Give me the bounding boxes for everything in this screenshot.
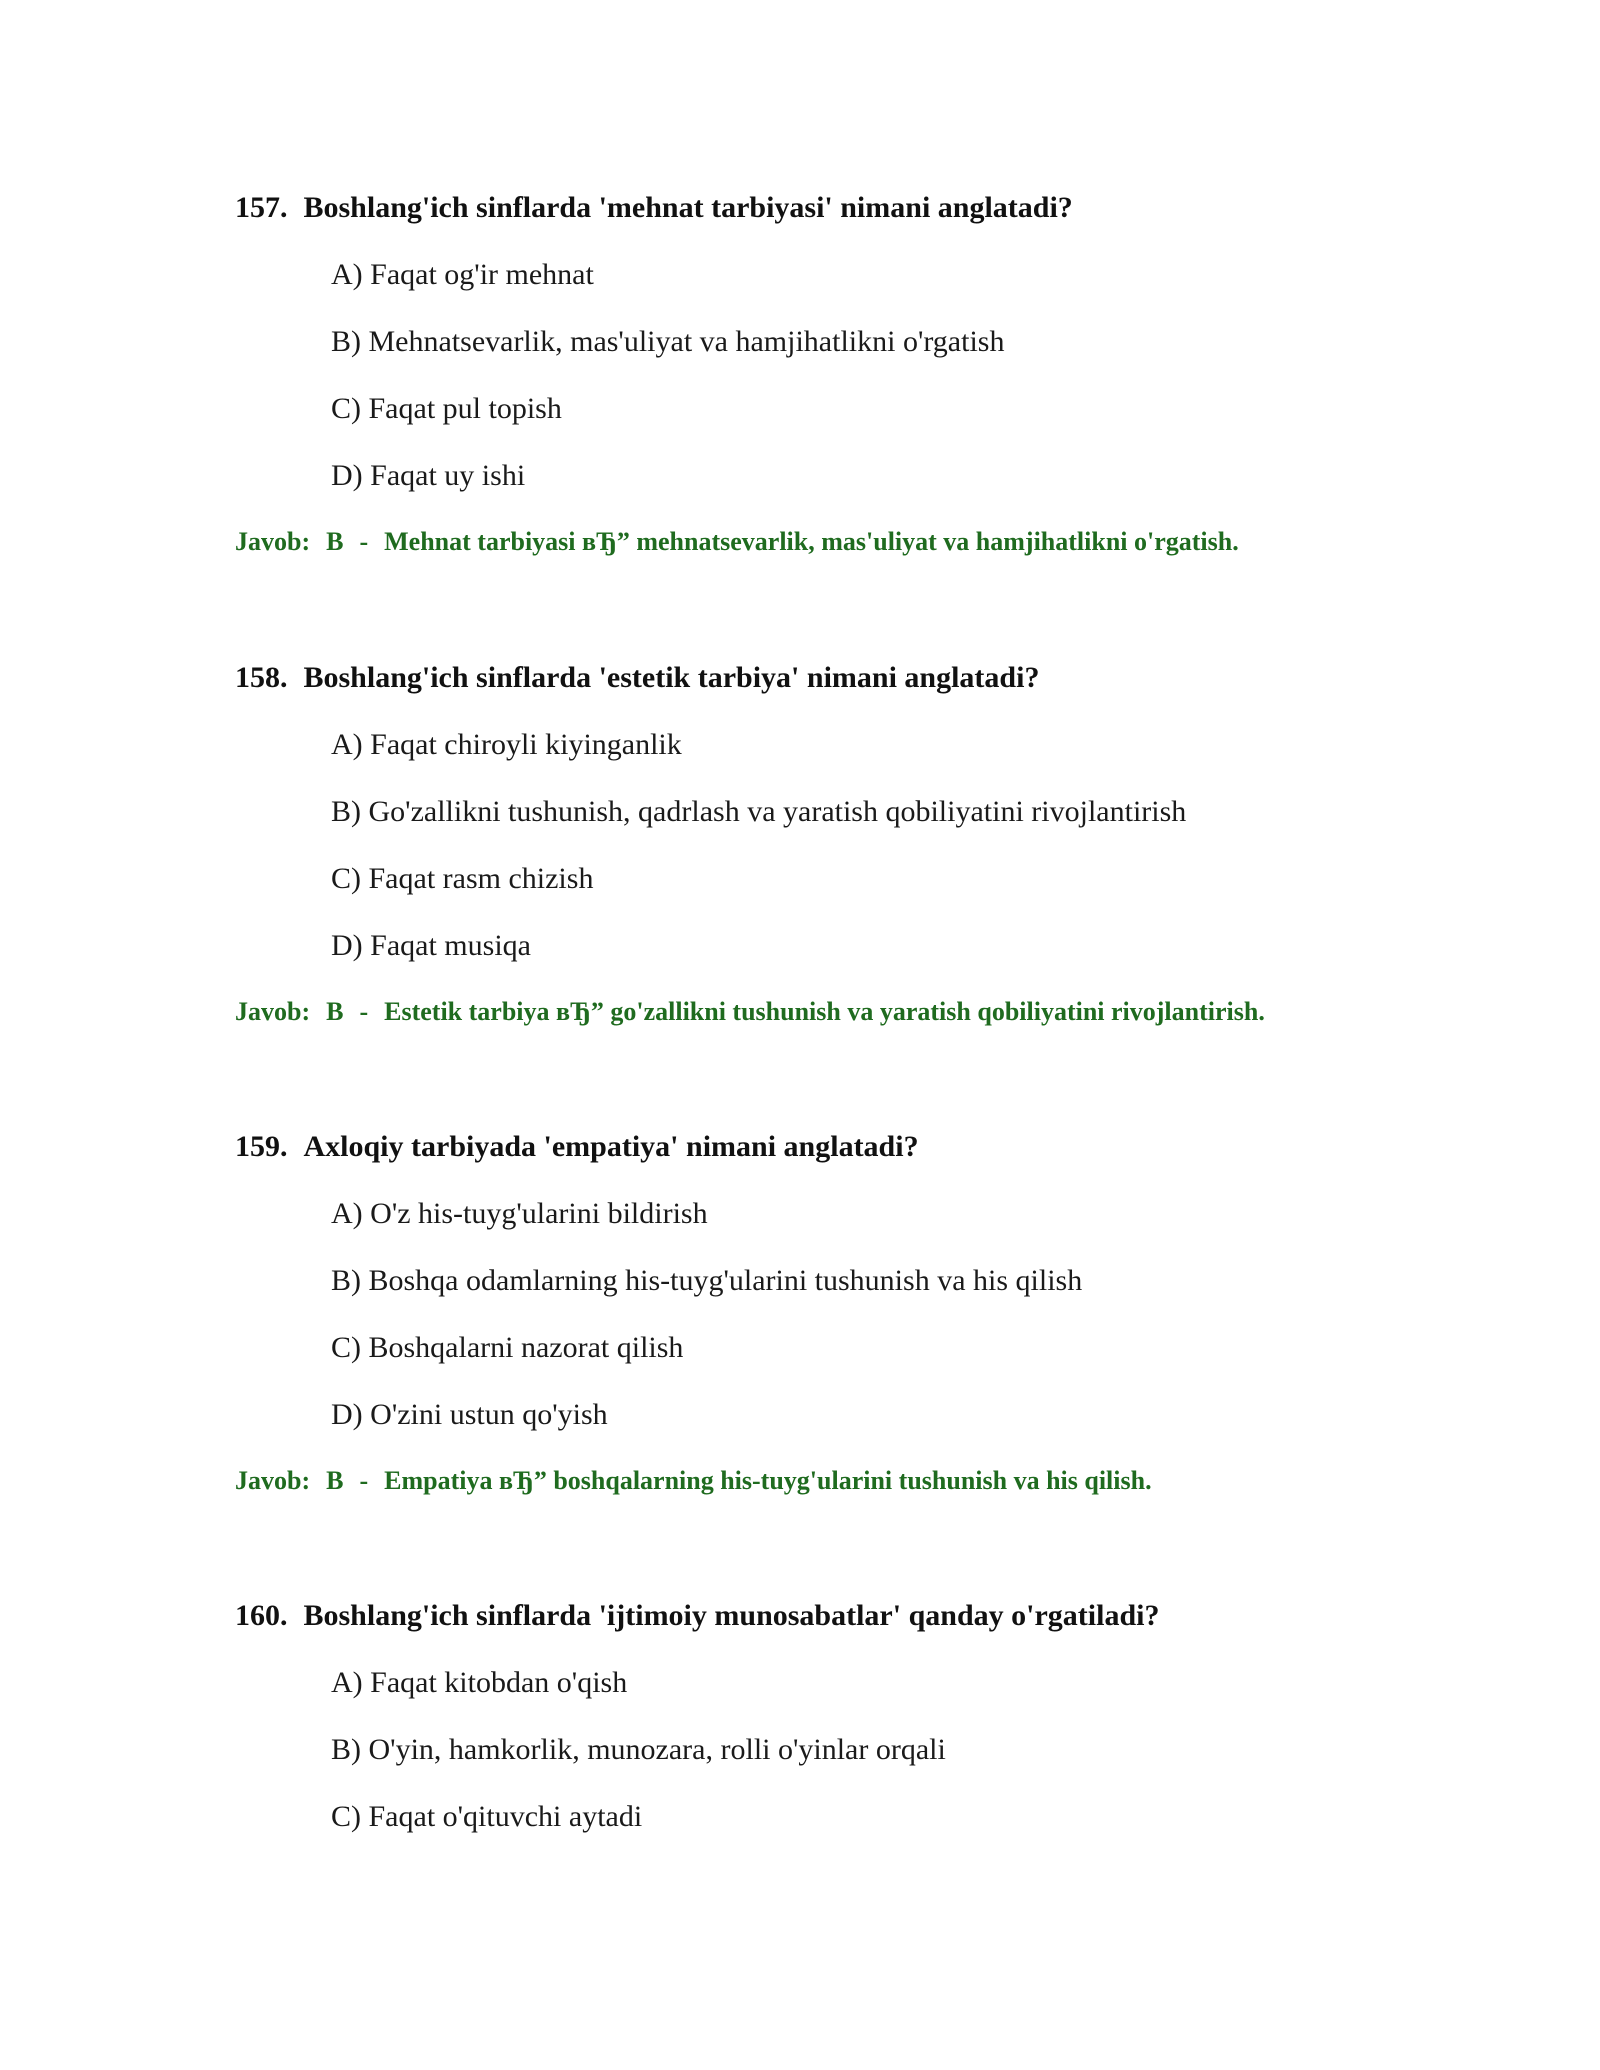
question-title [235, 1129, 919, 1165]
option-b: B) Go'zallikni tushunish, qadrlash va yaratish qobiliyatini rivojlantirish [331, 795, 1187, 828]
question-title [235, 660, 1039, 696]
answer-letter: B [326, 1466, 344, 1495]
answer-dash: - [359, 1466, 369, 1495]
option-d: D) Faqat musiqa [331, 929, 531, 962]
question-title [235, 190, 1073, 226]
question-text: Boshlang'ich sinflarda 'estetik tarbiya' nimani anglatadi? [303, 661, 1040, 694]
answer-text: Empatiya вЂ” boshqalarning his-tuyg'ularini tushunish va his qilish. [384, 1466, 1152, 1495]
question-text: Axloqiy tarbiyada 'empatiya' nimani anglatadi? [303, 1130, 919, 1163]
question-number: 157. [235, 191, 288, 224]
question-title [235, 1598, 1159, 1634]
option-d: D) Faqat uy ishi [331, 459, 526, 492]
answer-dash: - [359, 527, 369, 556]
option-d: D) O'zini ustun qo'yish [331, 1398, 608, 1431]
option-c: C) Faqat pul topish [331, 392, 562, 425]
option-a: A) Faqat chiroyli kiyinganlik [331, 728, 682, 761]
question-number: 158. [235, 661, 288, 694]
option-c: C) Faqat o'qituvchi aytadi [331, 1800, 643, 1833]
option-b: B) O'yin, hamkorlik, munozara, rolli o'yinlar orqali [331, 1733, 946, 1766]
option-a: A) Faqat og'ir mehnat [331, 258, 594, 291]
question-number: 160. [235, 1599, 288, 1632]
option-a: A) Faqat kitobdan o'qish [331, 1666, 628, 1699]
answer-text: Estetik tarbiya вЂ” go'zallikni tushunish va yaratish qobiliyatini rivojlantirish. [384, 997, 1265, 1026]
answer-prefix: Javob: [235, 997, 311, 1026]
option-a: A) O'z his-tuyg'ularini bildirish [331, 1197, 708, 1230]
question-text: Boshlang'ich sinflarda 'ijtimoiy munosabatlar' qanday o'rgatiladi? [303, 1599, 1160, 1632]
answer-line [235, 996, 1265, 1028]
question-number: 159. [235, 1130, 288, 1163]
option-c: C) Faqat rasm chizish [331, 862, 594, 895]
option-c: C) Boshqalarni nazorat qilish [331, 1331, 684, 1364]
answer-letter: B [326, 997, 344, 1026]
answer-text: Mehnat tarbiyasi вЂ” mehnatsevarlik, mas'uliyat va hamjihatlikni o'rgatish. [384, 527, 1239, 556]
question-text: Boshlang'ich sinflarda 'mehnat tarbiyasi' nimani anglatadi? [303, 191, 1073, 224]
answer-letter: B [326, 527, 344, 556]
answer-prefix: Javob: [235, 1466, 311, 1495]
answer-line [235, 526, 1239, 558]
answer-prefix: Javob: [235, 527, 311, 556]
option-b: B) Mehnatsevarlik, mas'uliyat va hamjihatlikni o'rgatish [331, 325, 1005, 358]
answer-dash: - [359, 997, 369, 1026]
option-b: B) Boshqa odamlarning his-tuyg'ularini tushunish va his qilish [331, 1264, 1083, 1297]
answer-line [235, 1465, 1152, 1497]
